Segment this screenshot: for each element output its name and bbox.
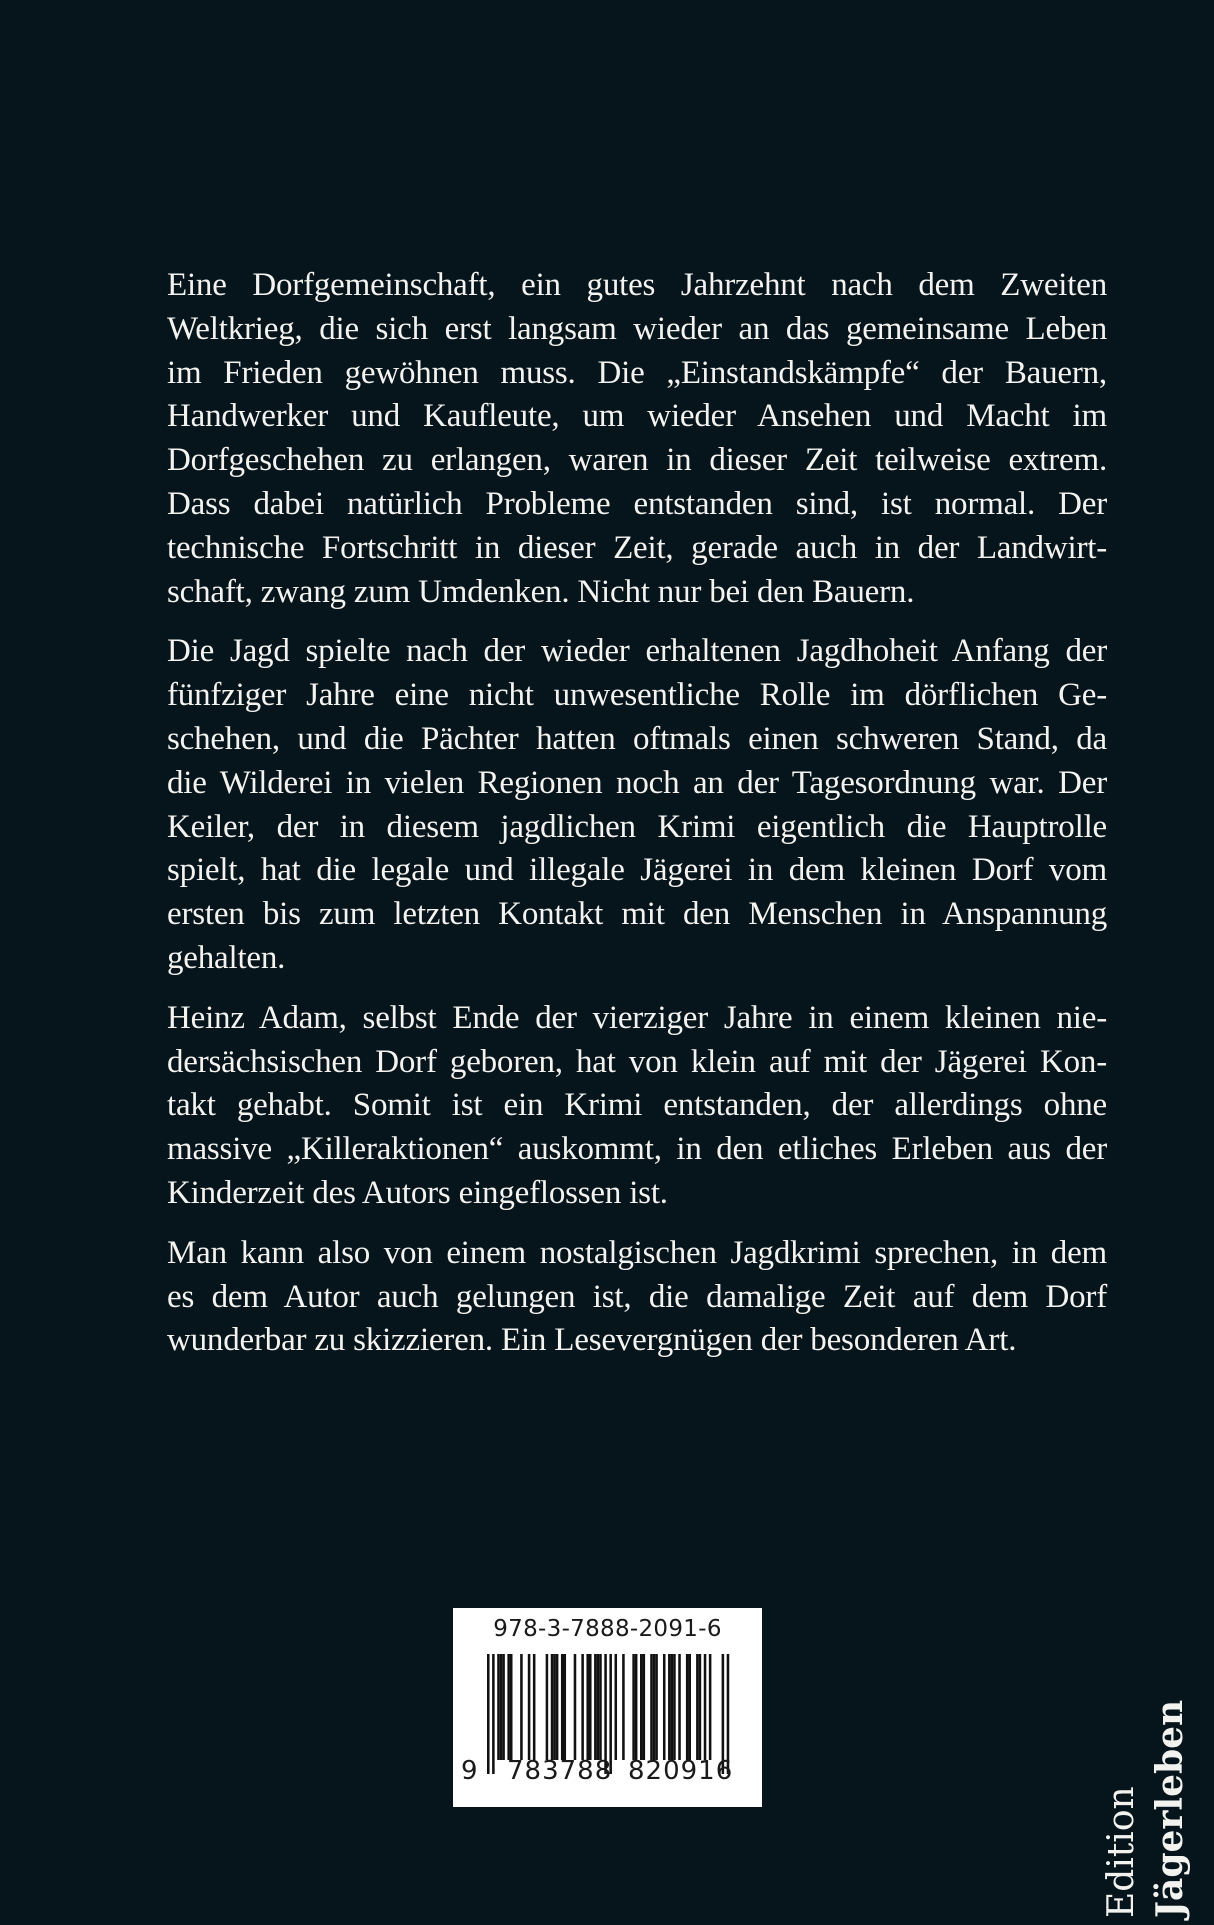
text-line: takt gehabt. Somit ist ein Krimi entstanden, der allerdings ohne — [167, 1087, 1107, 1124]
blurb-paragraph-1 — [167, 264, 1107, 614]
text-line: Die Jagd spielte nach der wieder erhaltenen Jagdhoheit Anfang der — [167, 633, 1107, 670]
text-line: fünfziger Jahre eine nicht unwesentliche Rolle im dörflichen Ge- — [167, 677, 1107, 714]
text-line: spielt, hat die legale und illegale Jägerei in dem kleinen Dorf vom — [167, 852, 1107, 889]
text-line: gehalten. — [167, 939, 286, 976]
text-line: wunderbar zu skizzieren. Ein Lesevergnügen der besonderen Art. — [167, 1322, 1017, 1359]
text-line: schaft, zwang zum Umdenken. Nicht nur bei den Bauern. — [167, 573, 915, 610]
text-line: Keiler, der in diesem jagdlichen Krimi eigentlich die Hauptrolle — [167, 808, 1107, 845]
text-line: es dem Autor auch gelungen ist, die damalige Zeit auf dem Dorf — [167, 1278, 1107, 1315]
ean-right-digits: 820916 — [628, 1756, 734, 1786]
text-line: Dass dabei natürlich Probleme entstanden sind, ist normal. Der — [167, 485, 1107, 522]
isbn-barcode — [453, 1608, 762, 1807]
text-line: im Frieden gewöhnen muss. Die „Einstandskämpfe“ der Bauern, — [167, 354, 1107, 391]
text-line: Weltkrieg, die sich erst langsam wieder an das gemeinsame Leben — [167, 310, 1107, 347]
text-line: Eine Dorfgemeinschaft, ein gutes Jahrzehnt nach dem Zweiten — [167, 267, 1107, 303]
publisher-imprint — [1097, 1700, 1197, 1918]
text-line: massive „Killeraktionen“ auskommt, in den etliches Erleben aus der — [167, 1131, 1107, 1168]
text-line: die Wilderei in vielen Regionen noch an der Tagesordnung war. Der — [167, 764, 1107, 801]
text-line: Kinderzeit des Autors eingeflossen ist. — [167, 1174, 668, 1211]
text-line: Heinz Adam, selbst Ende der vierziger Jahre in einem kleinen nie- — [167, 999, 1107, 1036]
publisher-line-name: Jägerleben — [1149, 1699, 1191, 1918]
blurb-paragraph-2 — [167, 630, 1107, 980]
text-line: schehen, und die Pächter hatten oftmals einen schweren Stand, da — [167, 720, 1107, 757]
text-line: Handwerker und Kaufleute, um wieder Ansehen und Macht im — [167, 398, 1107, 435]
blurb-paragraph-4 — [167, 1232, 1107, 1363]
text-line: ersten bis zum letzten Kontakt mit den Menschen in Anspannung — [167, 896, 1107, 933]
ean-first-digit: 9 — [461, 1756, 478, 1786]
publisher-line-edition: Edition — [1101, 1786, 1142, 1918]
blurb-paragraph-3 — [167, 997, 1107, 1216]
ean-left-digits: 783788 — [507, 1756, 613, 1786]
text-line: Man kann also von einem nostalgischen Jagdkrimi sprechen, in dem — [167, 1234, 1107, 1271]
back-cover-blurb — [167, 264, 1107, 1379]
text-line: technische Fortschritt in dieser Zeit, gerade auch in der Landwirt- — [167, 529, 1107, 566]
isbn-label: 978-3-7888-2091-6 — [493, 1616, 722, 1642]
text-line: Dorfgeschehen zu erlangen, waren in dieser Zeit teilweise extrem. — [167, 442, 1107, 479]
text-line: dersächsischen Dorf geboren, hat von klein auf mit der Jägerei Kon- — [167, 1043, 1107, 1080]
